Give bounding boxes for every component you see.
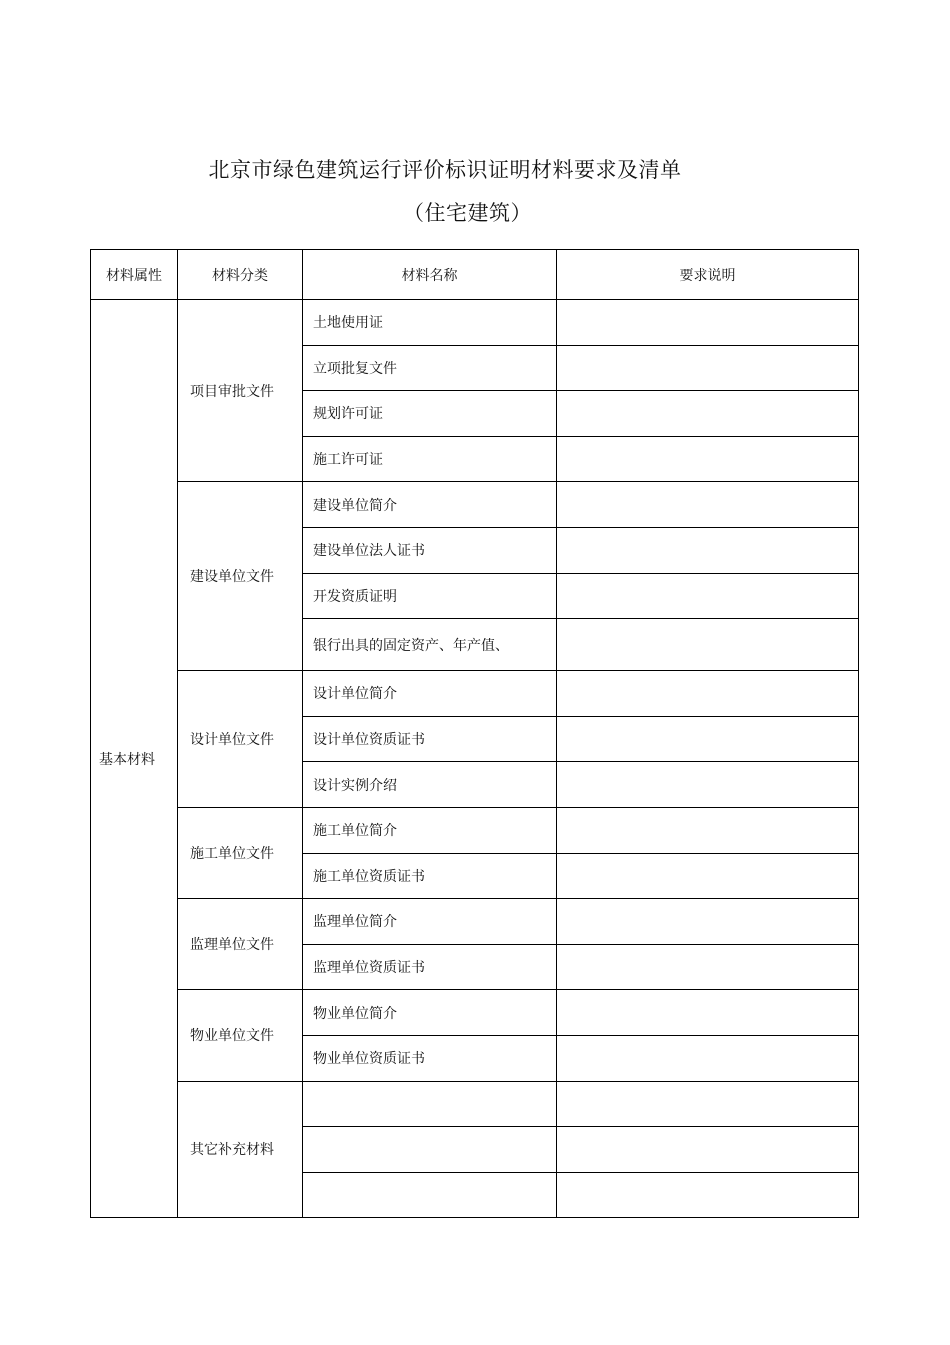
- material-name-cell: 银行出具的固定资产、年产值、: [303, 619, 557, 671]
- requirement-cell: [557, 345, 859, 391]
- requirement-cell: [557, 853, 859, 899]
- material-name-cell: 建设单位法人证书: [303, 527, 557, 573]
- material-name-cell: 开发资质证明: [303, 573, 557, 619]
- material-name-cell: 设计单位简介: [303, 671, 557, 717]
- requirement-cell: [557, 300, 859, 346]
- material-name-cell: 监理单位资质证书: [303, 944, 557, 990]
- material-name-cell: 物业单位简介: [303, 990, 557, 1036]
- requirement-cell: [557, 807, 859, 853]
- requirement-cell: [557, 527, 859, 573]
- table-row: [91, 671, 859, 717]
- table-row: [91, 300, 859, 346]
- requirement-cell: [557, 619, 859, 671]
- table-row: [91, 482, 859, 528]
- material-name-cell: 设计实例介绍: [303, 762, 557, 808]
- table-row: [91, 807, 859, 853]
- requirement-cell: [557, 1172, 859, 1218]
- table-row: [91, 990, 859, 1036]
- material-name-cell: 土地使用证: [303, 300, 557, 346]
- category-cell: 施工单位文件: [178, 807, 303, 898]
- header-attribute: 材料属性: [91, 250, 178, 300]
- document-title: 北京市绿色建筑运行评价标识证明材料要求及清单: [208, 158, 682, 182]
- material-name-cell: 施工许可证: [303, 436, 557, 482]
- category-cell: 监理单位文件: [178, 899, 303, 990]
- requirement-cell: [557, 573, 859, 619]
- category-cell: 项目审批文件: [178, 300, 303, 482]
- category-cell: 其它补充材料: [178, 1081, 303, 1218]
- category-cell: 建设单位文件: [178, 482, 303, 671]
- material-name-cell: 监理单位简介: [303, 899, 557, 945]
- table-row: [91, 899, 859, 945]
- material-name-cell: 建设单位简介: [303, 482, 557, 528]
- material-name-cell: [303, 1127, 557, 1173]
- material-name-cell: 规划许可证: [303, 391, 557, 437]
- requirement-cell: [557, 391, 859, 437]
- table-header-row: [91, 250, 859, 300]
- category-cell: 设计单位文件: [178, 671, 303, 808]
- attribute-cell: 基本材料: [91, 300, 178, 1218]
- requirement-cell: [557, 1081, 859, 1127]
- requirement-cell: [557, 990, 859, 1036]
- requirement-cell: [557, 899, 859, 945]
- header-category: 材料分类: [178, 250, 303, 300]
- requirement-cell: [557, 436, 859, 482]
- document-subtitle: （住宅建筑）: [403, 201, 532, 225]
- table-row: [91, 1081, 859, 1127]
- category-cell: 物业单位文件: [178, 990, 303, 1081]
- requirement-cell: [557, 1035, 859, 1081]
- header-material-name: 材料名称: [303, 250, 557, 300]
- requirement-cell: [557, 671, 859, 717]
- requirement-cell: [557, 1127, 859, 1173]
- requirement-cell: [557, 482, 859, 528]
- material-name-cell: 物业单位资质证书: [303, 1035, 557, 1081]
- material-name-cell: 设计单位资质证书: [303, 716, 557, 762]
- material-name-cell: [303, 1172, 557, 1218]
- requirement-cell: [557, 716, 859, 762]
- header-requirements: 要求说明: [557, 250, 859, 300]
- material-name-cell: 施工单位资质证书: [303, 853, 557, 899]
- material-name-cell: [303, 1081, 557, 1127]
- material-name-cell: 施工单位简介: [303, 807, 557, 853]
- material-name-cell: 立项批复文件: [303, 345, 557, 391]
- requirement-cell: [557, 944, 859, 990]
- materials-table: [90, 249, 859, 1218]
- requirement-cell: [557, 762, 859, 808]
